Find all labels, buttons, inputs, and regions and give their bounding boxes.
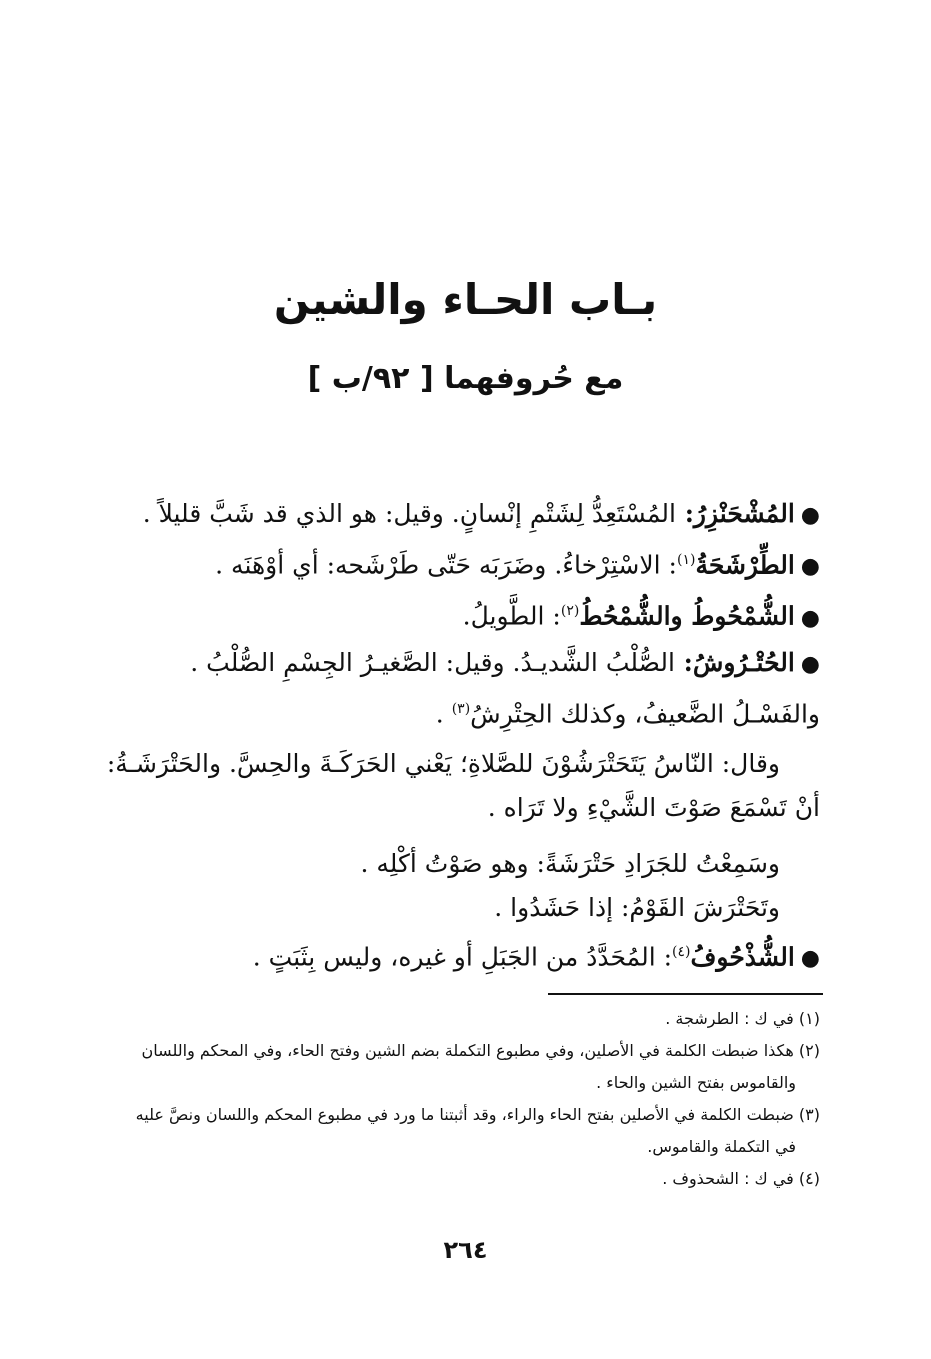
footnote-mark: (٤) [798,1169,820,1188]
footnote-mark: (٣) [798,1105,820,1124]
dictionary-entry [100,641,820,736]
footnote-reference: (٤) [672,943,691,960]
footnote-text: ضبطت الكلمة في الأصلين بفتح الحاء والراء، وقد أثبتنا ما ورد في مطبوع المحكم واللسان ونصَّ عليه [135,1105,799,1124]
footnote-reference: (٣) [451,700,471,717]
dictionary-entry [100,538,820,589]
dictionary-entry [100,589,820,640]
entry-headword: الشُّمْحُوطُ والشُّمْحُطُ [579,601,795,631]
footnote-text: في ك : الطرشجة . [665,1009,799,1028]
dictionary-entry [100,930,820,981]
footnote-divider [548,993,823,995]
entry-definition: : الطَّويلُ. [462,601,561,631]
footnote-mark: (١) [798,1009,820,1028]
entry-tail: . [435,698,452,728]
entry-headword: المُشْحَنْزِرُ: [675,499,795,528]
bullet-icon: ● [800,651,820,677]
footnote-reference: (٢) [560,603,580,620]
bullet-icon: ● [800,946,820,972]
quote-paragraph: وقال: النّاسُ يَتَحَتْرَشُوْنَ للصَّلاةِ؛ يَعْني الحَرَكَـةَ والحِسَّ. والحَتْرَشَـةُ: أنْ تَسْمَعَ صَوْتَ الشَّيْءِ ولا تَرَاه . [106,748,820,822]
footnote-text: في ك : الشحذوف . [662,1169,799,1188]
footnote-reference: (١) [676,552,696,568]
entry-definition: المُسْتَعِدُّ لِشَتْمِ إنْسانٍ. وقيل: هو الذي قد شَبَّ قليلاً . [142,499,676,528]
entry-headword: الطِّرْشَحَةُ [695,550,795,580]
page-number: ٢٦٤ [443,1236,488,1264]
entry-headword: الشُّذْحُوفُ [690,942,795,972]
footnote-continuation: في التكملة والقاموس. [647,1137,796,1156]
bullet-icon: ● [800,503,820,528]
dictionary-entry [100,492,820,538]
spacer [100,830,820,842]
footnote [100,1003,820,1035]
entry-definition: الصُّلْبُ الشَّديـدُ. وقيل: الصَّغيـرُ الجِسْمِ الصُّلْبُ . والفَسْـلُ الضَّعيفُ، وكذلك الحِتْرِشُ [190,647,820,728]
entry-definition: : المُحَدَّدُ من الجَبَلِ أو غيره، وليس بِثَبَتٍ . [252,942,673,972]
footnote [100,1163,820,1195]
footnotes [100,1003,820,1195]
entry-definition: : الاسْتِرْخاءُ. وضَرَبَه حَتّى طَرْشَحه: أي أوْهَنَه . [215,550,677,580]
main-text [100,492,820,981]
bullet-icon: ● [800,605,820,631]
chapter-subtitle: مع حُروفهما [ ٩٢/ب ] [307,361,624,396]
chapter-title: بـاب الحـاء والشين [273,275,658,324]
footnote-continuation: والقاموس بفتح الشين والحاء . [596,1073,796,1092]
footnote [100,1035,820,1099]
verse-line: وتَحَتْرَشَ القَوْمُ: إذا حَشَدُوا . [494,892,780,922]
entry-headword: الحُتْـرُوشُ: [674,647,795,677]
bullet-icon: ● [800,554,820,580]
verse-line: وسَمِعْتُ للجَرَادِ حَتْرَشَةً: وهو صَوْتُ أكْلِه . [360,848,780,878]
footnote-mark: (٢) [798,1041,820,1060]
footnote [100,1099,820,1163]
footnote-text: هكذا ضبطت الكلمة في الأصلين، وفي مطبوع التكملة بضم الشين وفتح الحاء، وفي المحكم واللسان [141,1041,799,1060]
